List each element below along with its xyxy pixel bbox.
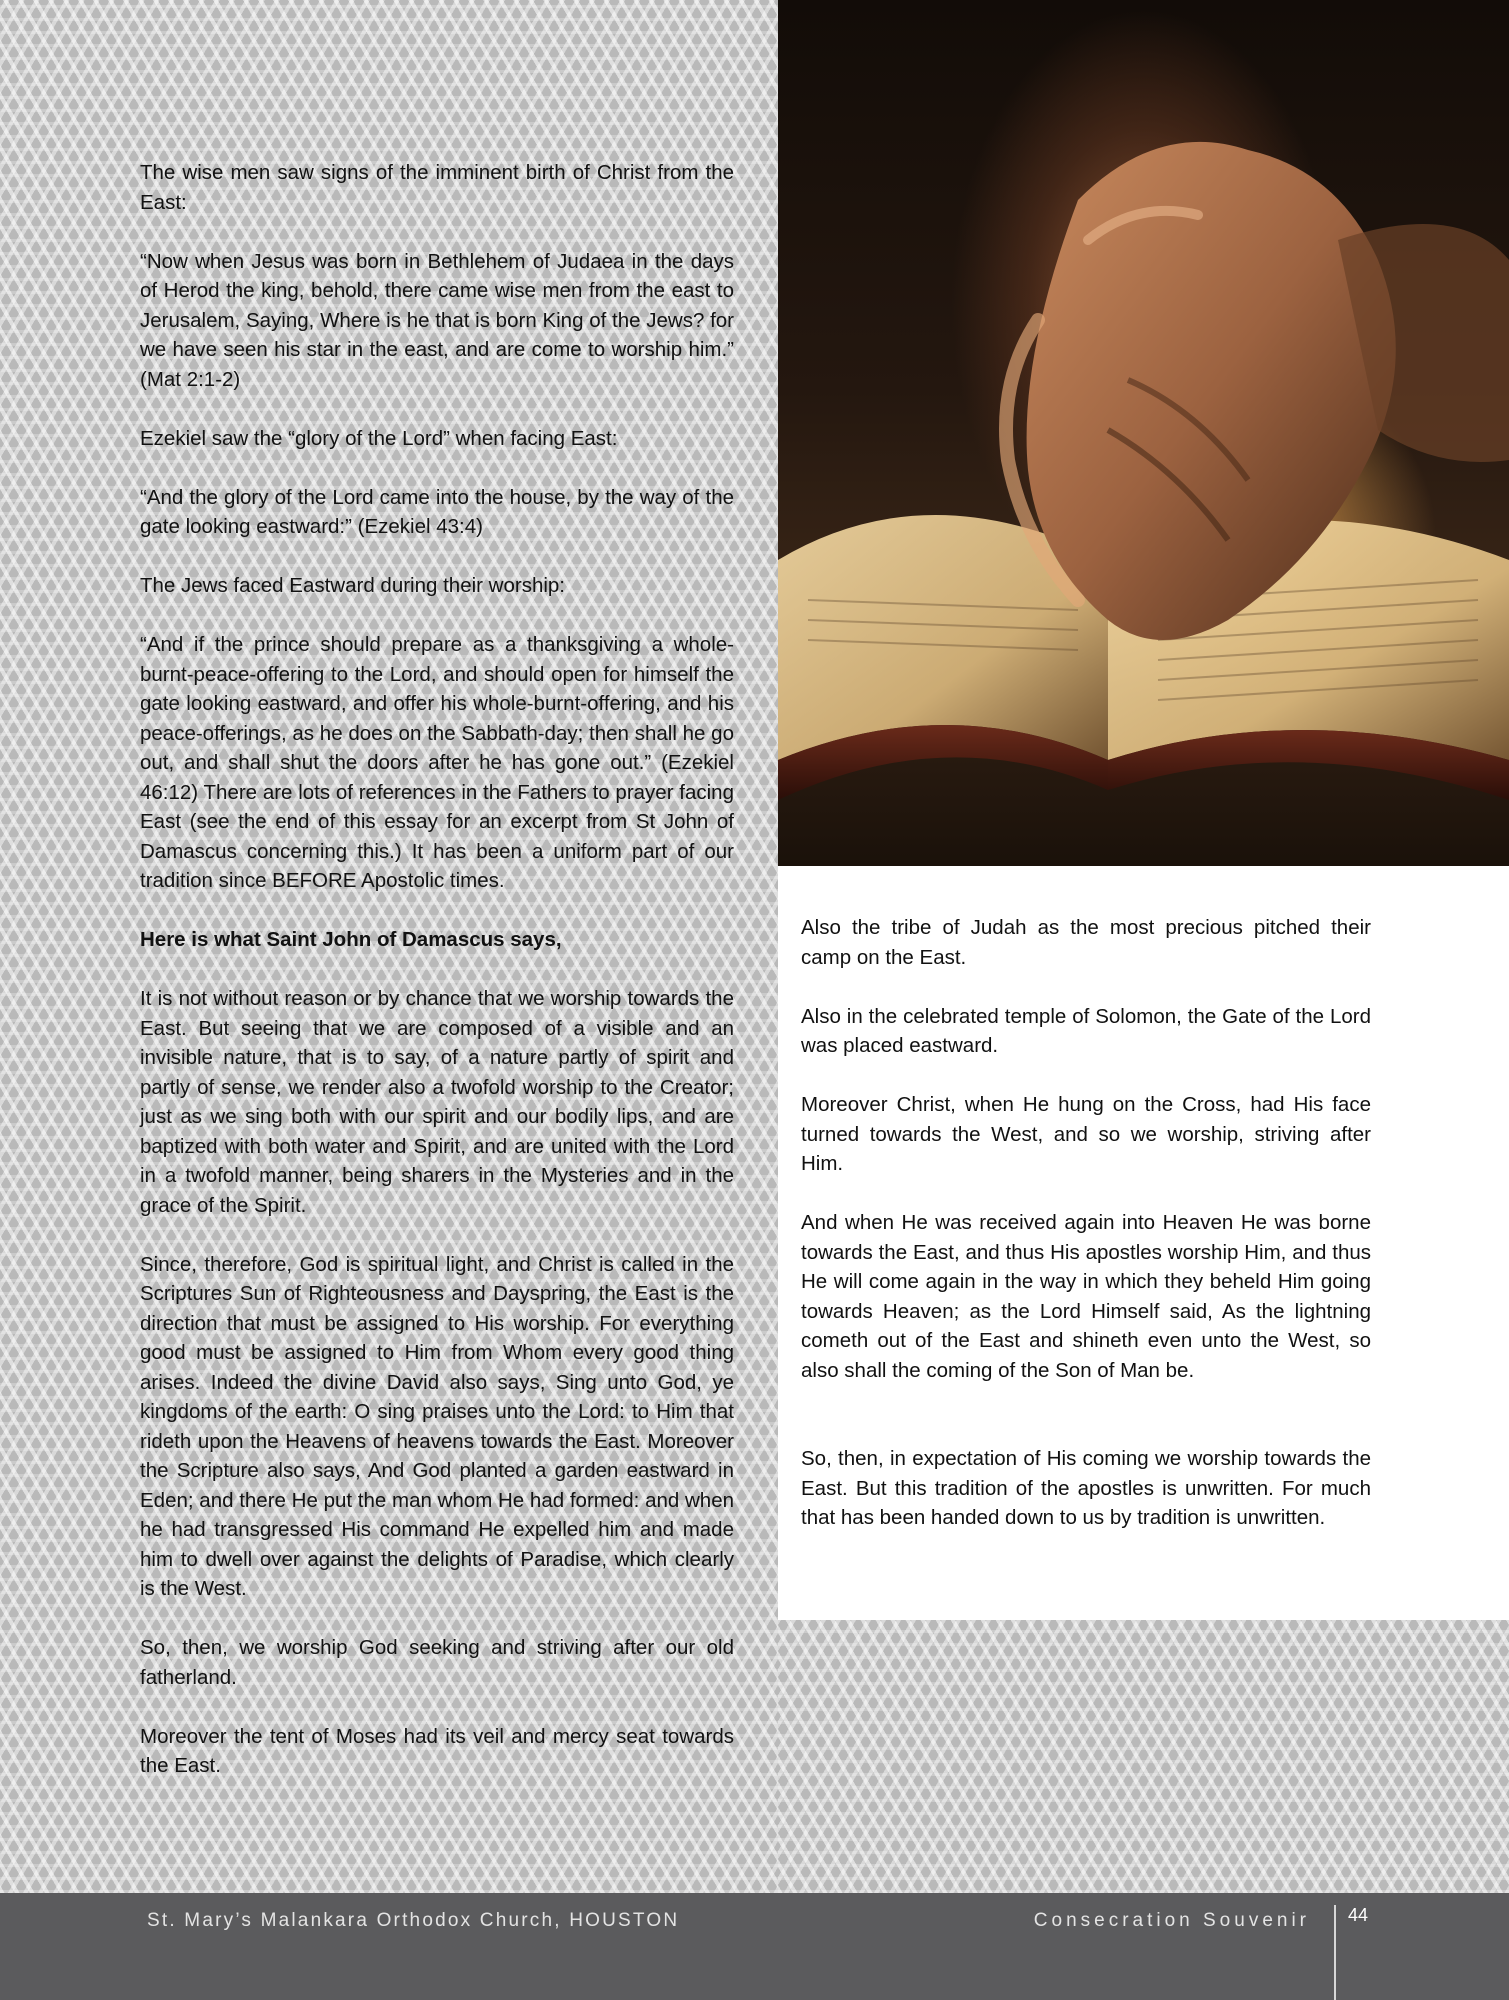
paragraph: And when He was received again into Heaven He was borne towards the East, and thus His apostles worship Him, and thus He will come again in the way in which they beheld Him going towards Heaven; as the Lord Himself said, As the lightning cometh out of the East and shineth even unto the West, so also shall the coming of the Son of Man be. — [801, 1211, 1371, 1382]
footer-publication-title: Consecration Souvenir — [1033, 1910, 1310, 1931]
paragraph: Since, therefore, God is spiritual light, and Christ is called in the Scriptures Sun of Righteousness and Dayspring, the East is the direction that must be assigned to His worship. For everything good must be assigned to Him from Whom every good thing arises. Indeed the divine David also says, Sing unto God, ye kingdoms of the earth: O sing praises unto the Lord: to Him that rideth upon the Heavens of heavens towards the East. Moreover the Scripture also says, And God planted a garden eastward in Eden; and there He put the man whom He had formed: and when he had transgressed His command He expelled him and made him to dwell over against the delights of Paradise, which clearly is the West. — [140, 1252, 734, 1600]
paragraph: Ezekiel saw the “glory of the Lord” when facing East: — [140, 426, 618, 450]
paragraph: Moreover Christ, when He hung on the Cross, had His face turned towards the West, and so we worship, striving after Him. — [801, 1093, 1371, 1175]
paragraph: “And if the prince should prepare as a thanksgiving a whole-burnt-peace-offering to the Lord, and should open for himself the gate looking eastward, and offer his whole-burnt-offering, and his peace-offerings, as he does on the Sabbath-day; then shall he go out, and shall shut the doors after he has gone out.” (Ezekiel 46:12) There are lots of references in the Fathers to prayer facing East (see the end of this essay for an excerpt from St John of Damascus concerning this.) It has been a uniform part of our tradition since BEFORE Apostolic times. — [140, 633, 734, 892]
praying-hands-on-bible-illustration — [778, 0, 1509, 866]
right-pattern-background — [778, 1620, 1509, 1893]
paragraph: It is not without reason or by chance that we worship towards the East. But seeing that we are composed of a visible and an invisible nature, that is to say, of a nature partly of spirit and partly of sense, we render also a twofold worship to the Creator; just as we sing both with our spirit and our bodily lips, and are baptized with both water and Spirit, and are united with the Lord in a twofold manner, being sharers in the Mysteries and in the grace of the Spirit. — [140, 987, 734, 1217]
praying-hands-photo — [778, 0, 1509, 866]
right-column-text — [801, 913, 1371, 1562]
page-number: 44 — [1348, 1905, 1369, 1925]
paragraph: So, then, in expectation of His coming we worship towards the East. But this tradition of the apostles is unwritten. For much that has been handed down to us by tradition is unwritten. — [801, 1447, 1371, 1529]
section-heading: Here is what Saint John of Damascus says, — [140, 928, 562, 951]
paragraph: The wise men saw signs of the imminent birth of Christ from the East: — [140, 161, 734, 214]
paragraph: Also in the celebrated temple of Solomon, the Gate of the Lord was placed eastward. — [801, 1004, 1371, 1057]
footer-church-name: St. Mary’s Malankara Orthodox Church, HOUSTON — [147, 1910, 680, 1931]
paragraph: Also the tribe of Judah as the most precious pitched their camp on the East. — [801, 916, 1371, 969]
paragraph: Moreover the tent of Moses had its veil and mercy seat towards the East. — [140, 1724, 734, 1777]
paragraph: The Jews faced Eastward during their worship: — [140, 574, 566, 597]
footer-divider — [1334, 1905, 1336, 2000]
paragraph: “Now when Jesus was born in Bethlehem of Judaea in the days of Herod the king, behold, there came wise men from the east to Jerusalem, Saying, Where is he that is born King of the Jews? for we have seen his star in the east, and are come to worship him.” (Mat 2:1-2) — [140, 249, 734, 391]
left-column-text — [140, 158, 734, 1810]
paragraph: “And the glory of the Lord came into the house, by the way of the gate looking eastward:” (Ezekiel 43:4) — [140, 485, 734, 538]
page-footer — [0, 1893, 1509, 2000]
paragraph: So, then, we worship God seeking and striving after our old fatherland. — [140, 1636, 734, 1689]
